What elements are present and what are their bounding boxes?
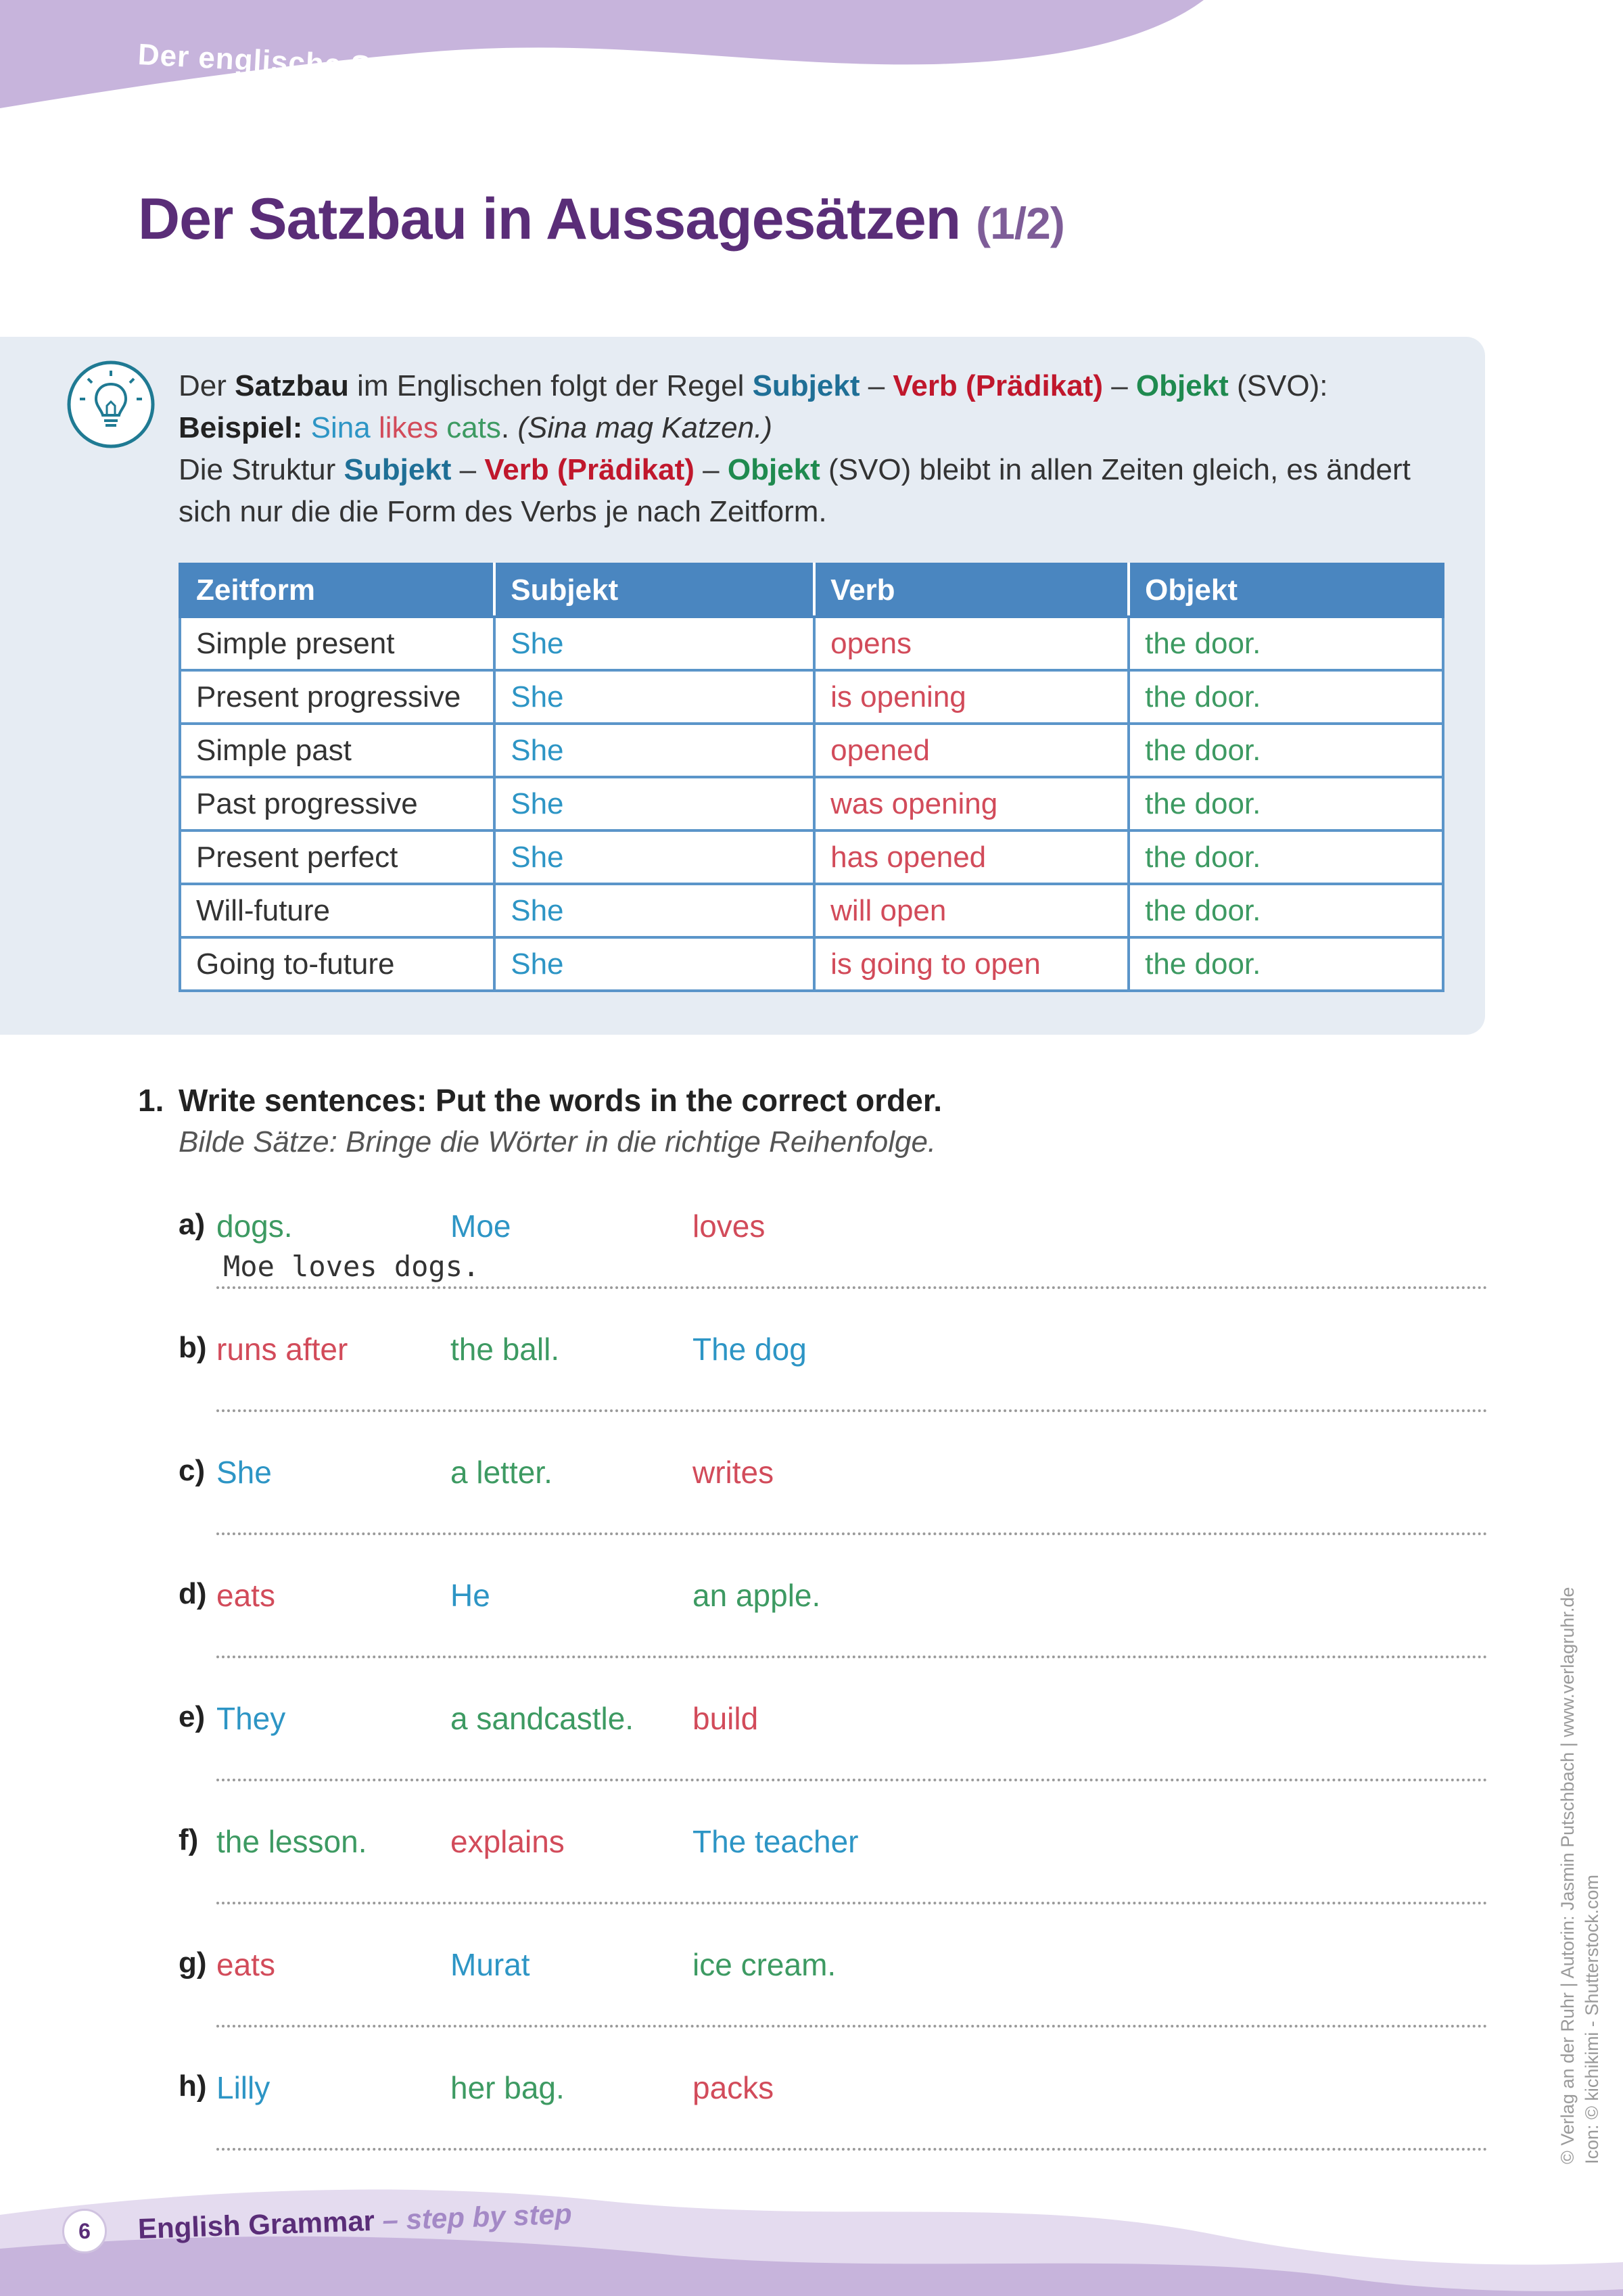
table-row — [180, 884, 1443, 937]
word-subject: She — [216, 1455, 272, 1490]
verb-cell: opened — [814, 724, 1129, 777]
word-subject: Moe — [450, 1209, 511, 1244]
rule-line: Der Satzbau im Englischen folgt der Regel Subjekt – Verb (Prädikat) – Objekt (SVO): — [179, 369, 1328, 402]
exercise-b — [179, 1331, 1488, 1454]
exercise-a — [179, 1208, 1488, 1331]
page-number: 6 — [62, 2209, 107, 2253]
lightbulb-icon — [65, 358, 157, 450]
structure-note: Die Struktur Subjekt – Verb (Prädikat) – Objekt (SVO) bleibt in allen Zeiten gleich, es ändert sich nur die die Form des Verbs je nach Zeitform. — [179, 453, 1411, 528]
subject-cell: She — [494, 670, 814, 724]
word-subject: The teacher — [692, 1824, 859, 1859]
word-object: her bag. — [450, 2070, 565, 2105]
word-object: dogs. — [216, 1209, 293, 1244]
table-row — [180, 777, 1443, 830]
header-subjekt: Subjekt — [494, 564, 814, 617]
exercise-g — [179, 1946, 1488, 2069]
info-text — [179, 365, 1450, 533]
table-row — [180, 670, 1443, 724]
copyright-credit: © Verlag an der Ruhr | Autorin: Jasmin Putschbach | www.verlagruhr.de Icon: © kichikimi - Shutterstock.com — [1557, 1587, 1602, 2164]
word-verb: eats — [216, 1947, 275, 1982]
verb-cell: was opening — [814, 777, 1129, 830]
verb-cell: is going to open — [814, 937, 1129, 991]
answer-line[interactable] — [216, 1656, 1488, 1658]
exercise-f — [179, 1823, 1488, 1946]
task-subtitle: Bilde Sätze: Bringe die Wörter in die richtige Reihenfolge. — [179, 1125, 937, 1158]
word-verb: runs after — [216, 1332, 348, 1367]
table-row — [180, 830, 1443, 884]
tense-cell: Will-future — [180, 884, 494, 937]
word-object: ice cream. — [692, 1947, 837, 1982]
answer-line[interactable] — [216, 1409, 1488, 1412]
tense-cell: Going to-future — [180, 937, 494, 991]
table-row — [180, 724, 1443, 777]
answer-line[interactable] — [216, 1902, 1488, 1904]
exercise-letter: d) — [179, 1577, 207, 1610]
subject-cell: She — [494, 777, 814, 830]
object-cell: the door. — [1129, 670, 1443, 724]
task-title: Write sentences: Put the words in the correct order. — [179, 1083, 942, 1118]
exercise-c — [179, 1454, 1488, 1577]
title-main: Der Satzbau in Aussagesätzen — [138, 187, 961, 252]
tense-cell: Simple present — [180, 617, 494, 670]
answer-line[interactable] — [216, 2025, 1488, 2028]
exercise-d — [179, 1577, 1488, 1700]
word-verb: build — [692, 1701, 759, 1736]
exercise-letter: c) — [179, 1454, 206, 1487]
verb-cell: opens — [814, 617, 1129, 670]
subject-cell: She — [494, 937, 814, 991]
title-part: (1/2) — [976, 198, 1064, 248]
word-subject: The dog — [692, 1332, 807, 1367]
word-object: a letter. — [450, 1455, 552, 1490]
object-cell: the door. — [1129, 617, 1443, 670]
header-objekt: Objekt — [1129, 564, 1443, 617]
subject-cell: She — [494, 830, 814, 884]
word-object: a sandcastle. — [450, 1701, 634, 1736]
subject-cell: She — [494, 884, 814, 937]
subject-cell: She — [494, 617, 814, 670]
answer-line[interactable] — [216, 1286, 1488, 1289]
exercise-letter: a) — [179, 1208, 206, 1241]
exercise-letter: g) — [179, 1946, 207, 1979]
word-object: the lesson. — [216, 1824, 367, 1859]
table-row — [180, 937, 1443, 991]
answer-text[interactable]: Moe loves dogs. — [223, 1250, 480, 1283]
tense-cell: Simple past — [180, 724, 494, 777]
word-verb: explains — [450, 1824, 565, 1859]
word-verb: packs — [692, 2070, 774, 2105]
exercise-letter: f) — [179, 1823, 199, 1856]
word-object: the ball. — [450, 1332, 560, 1367]
answer-line[interactable] — [216, 2148, 1488, 2151]
object-cell: the door. — [1129, 777, 1443, 830]
table-row — [180, 617, 1443, 670]
subject-cell: She — [494, 724, 814, 777]
verb-cell: is opening — [814, 670, 1129, 724]
footer-title: English Grammar – step by step — [137, 2197, 573, 2245]
example-line: Beispiel: Sina likes cats. (Sina mag Katzen.) — [179, 411, 772, 444]
object-cell: the door. — [1129, 937, 1443, 991]
exercise-letter: e) — [179, 1700, 206, 1733]
tense-cell: Present perfect — [180, 830, 494, 884]
answer-line[interactable] — [216, 1779, 1488, 1781]
exercise-letter: h) — [179, 2069, 207, 2103]
word-verb: writes — [692, 1455, 774, 1490]
word-subject: Lilly — [216, 2070, 270, 2105]
exercise-e — [179, 1700, 1488, 1823]
verb-cell: has opened — [814, 830, 1129, 884]
object-cell: the door. — [1129, 884, 1443, 937]
word-verb: eats — [216, 1578, 275, 1613]
tense-cell: Present progressive — [180, 670, 494, 724]
table-header-row — [180, 564, 1443, 617]
section-label: Der englische Satzbau — [137, 38, 471, 89]
tense-table — [179, 563, 1444, 992]
word-subject: He — [450, 1578, 490, 1613]
word-subject: They — [216, 1701, 286, 1736]
object-cell: the door. — [1129, 830, 1443, 884]
page-title — [138, 186, 1064, 253]
exercise-letter: b) — [179, 1331, 207, 1364]
answer-line[interactable] — [216, 1532, 1488, 1535]
task-number: 1. — [138, 1083, 164, 1118]
word-subject: Murat — [450, 1947, 530, 1982]
object-cell: the door. — [1129, 724, 1443, 777]
verb-cell: will open — [814, 884, 1129, 937]
tense-cell: Past progressive — [180, 777, 494, 830]
header-verb: Verb — [814, 564, 1129, 617]
word-object: an apple. — [692, 1578, 821, 1613]
header-zeitform: Zeitform — [180, 564, 494, 617]
word-verb: loves — [692, 1209, 766, 1244]
